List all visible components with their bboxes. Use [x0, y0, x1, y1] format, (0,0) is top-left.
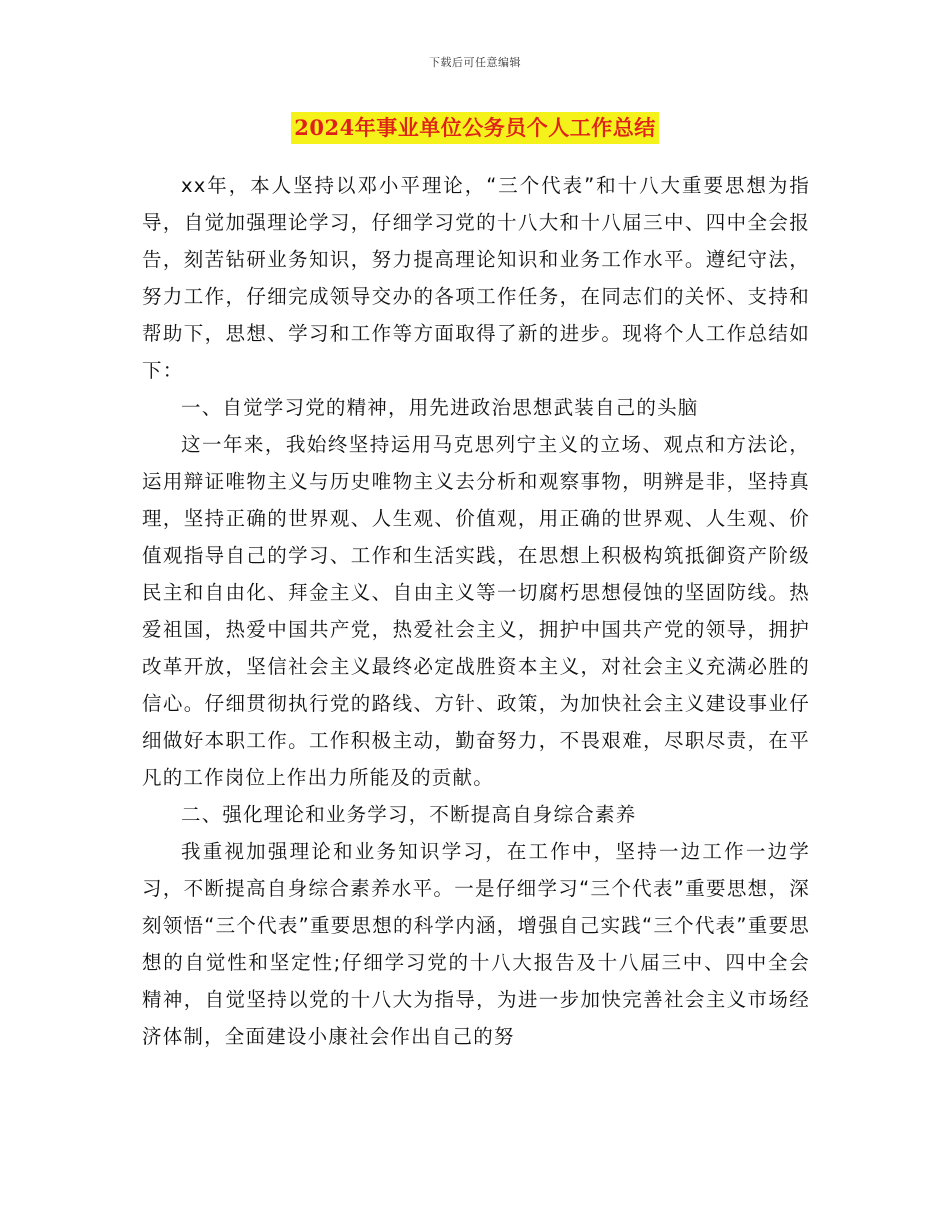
document-title: 2024年事业单位公务员个人工作总结 — [291, 112, 658, 144]
paragraph-intro: xx年，本人坚持以邓小平理论，“三个代表”和十八大重要思想为指导，自觉加强理论学习，仔细学习党的十八大和十八届三中、四中全会报告，刻苦钻研业务知识，努力提高理论知识和业务工作水平。遵纪守法，努力工作，仔细完成领导交办的各项工作任务，在同志们的关怀、支持和帮助下，思想、学习和工作等方面取得了新的进步。现将个人工作总结如下： — [142, 174, 810, 382]
section-heading-1: 一、自觉学习党的精神，用先进政治思想武装自己的头脑 — [181, 396, 699, 419]
paragraph-section-1: 这一年来，我始终坚持运用马克思列宁主义的立场、观点和方法论，运用辩证唯物主义与历史唯物主义去分析和观察事物，明辨是非，坚持真理，坚持正确的世界观、人生观、价值观，用正确的世界观、人生观、价值观指导自己的学习、工作和生活实践，在思想上积极构筑抵御资产阶级民主和自由化、拜金主义、自由主义等一切腐朽思想侵蚀的坚固防线。热爱祖国，热爱中国共产党，热爱社会主义，拥护中国共产党的领导，拥护改革开放，坚信社会主义最终必定战胜资本主义，对社会主义充满必胜的信心。仔细贯彻执行党的路线、方针、政策，为加快社会主义建设事业仔细做好本职工作。工作积极主动，勤奋努力，不畏艰难，尽职尽责，在平凡的工作岗位上作出力所能及的贡献。 — [142, 433, 810, 789]
header-note: 下载后可任意编辑 — [429, 56, 521, 69]
document-body — [142, 167, 810, 1055]
section-heading-2: 二、强化理论和业务学习，不断提高自身综合素养 — [181, 803, 637, 826]
title-container — [0, 112, 950, 144]
paragraph-section-2: 我重视加强理论和业务知识学习，在工作中，坚持一边工作一边学习，不断提高自身综合素养水平。一是仔细学习“三个代表”重要思想，深刻领悟“三个代表”重要思想的科学内涵，增强自己实践“三个代表”重要思想的自觉性和坚定性;仔细学习党的十八大报告及十八届三中、四中全会精神，自觉坚持以党的十八大为指导，为进一步加快完善社会主义市场经济体制，全面建设小康社会作出自己的努 — [142, 840, 810, 1048]
